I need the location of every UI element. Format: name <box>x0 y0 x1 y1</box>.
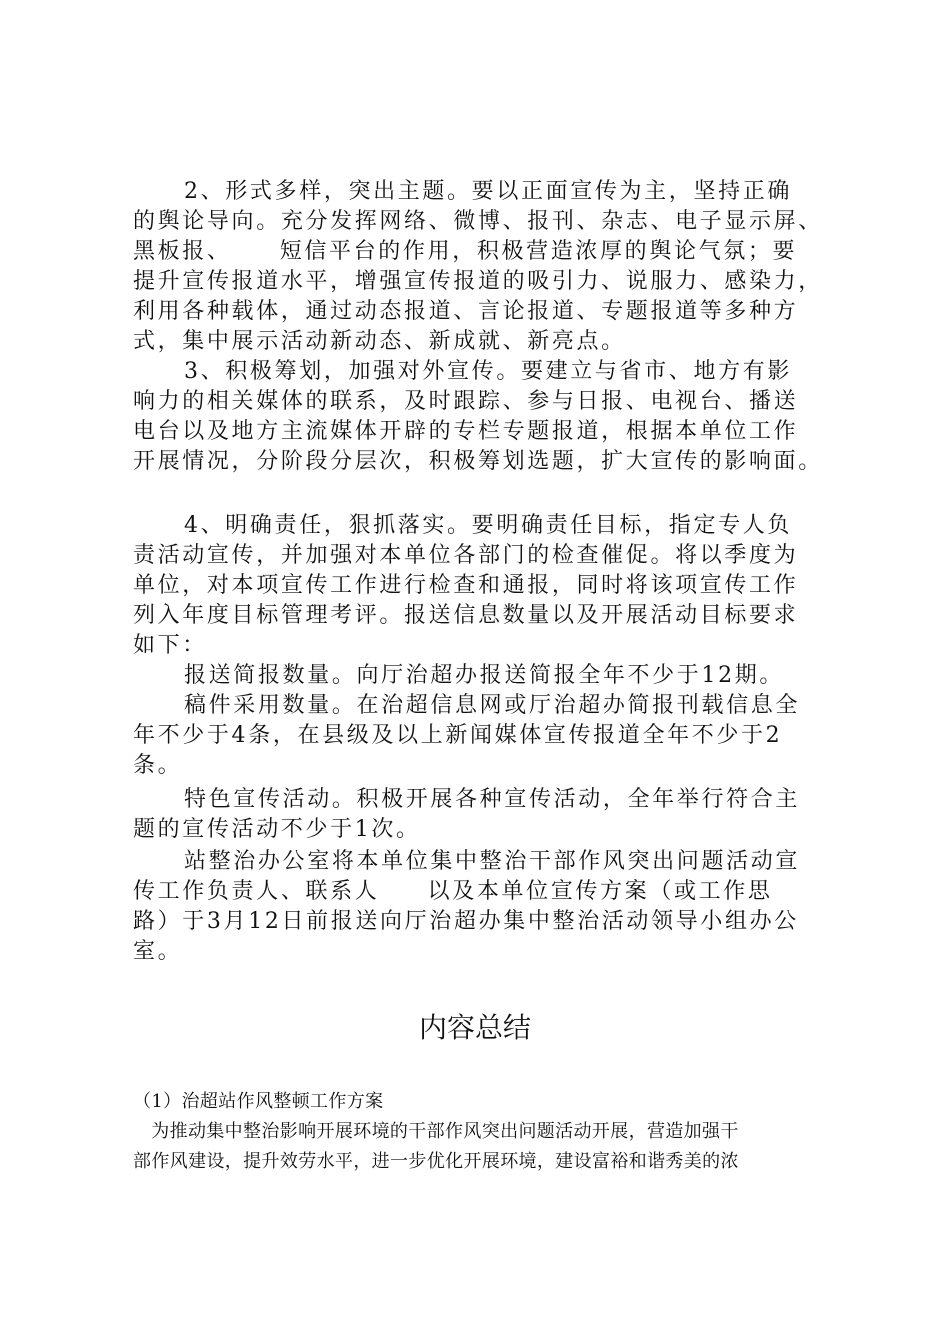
submission-line-2: 传工作负责人、联系人 以及本单位宣传方案（或工作思 <box>133 879 773 904</box>
summary-title-line: （1）治超站作风整顿工作方案 <box>133 1091 384 1112</box>
paragraph-3-line-2: 响力的相关媒体的联系，及时跟踪、参与日报、电视台、播送 <box>133 389 799 414</box>
paragraph-4-line-4: 列入年度目标管理考评。报送信息数量以及开展活动目标要求 <box>133 603 799 628</box>
summary-heading: 内容总结 <box>418 1011 531 1044</box>
paragraph-2-line-4: 提升宣传报道水平，增强宣传报道的吸引力、说服力、感染力， <box>133 269 823 294</box>
paragraph-2-line-1: 2、形式多样，突出主题。要以正面宣传为主，坚持正确 <box>184 179 792 204</box>
special-activity-line-2: 题的宣传活动不少于1次。 <box>133 817 421 842</box>
paragraph-4-line-3: 单位，对本项宣传工作进行检查和通报，同时将该项宣传工作 <box>133 573 799 598</box>
paragraph-4-line-2: 责活动宣传，并加强对本单位各部门的检查催促。将以季度为 <box>133 543 799 568</box>
submission-line-3: 路）于3月12日前报送向厅治超办集中整治活动领导小组办公 <box>133 909 799 934</box>
paragraph-2-line-6: 式，集中展示活动新动态、新成就、新亮点。 <box>133 329 626 354</box>
paragraph-2-line-3: 黑板报、 短信平台的作用，积极营造浓厚的舆论气氛；要 <box>133 239 798 264</box>
manuscript-line-2: 年不少于4条，在县级及以上新闻媒体宣传报道全年不少于2 <box>133 723 783 748</box>
paragraph-4-line-1: 4、明确责任，狠抓落实。要明确责任目标，指定专人负 <box>184 513 792 538</box>
special-activity-line-1: 特色宣传活动。积极开展各种宣传活动，全年举行符合主 <box>184 787 801 812</box>
summary-body-line-2: 部作风建设，提升效劳水平，进一步优化开展环境，建设富裕和谐秀美的浓 <box>133 1151 739 1172</box>
summary-body-line-1: 为推动集中整治影响开展环境的干部作风突出问题活动开展，营造加强干 <box>133 1121 739 1142</box>
submission-line-4: 室。 <box>133 939 183 964</box>
paragraph-3-line-4: 开展情况，分阶段分层次，积极筹划选题，扩大宣传的影响面。 <box>133 449 823 474</box>
paragraph-3-line-3: 电台以及地方主流媒体开辟的专栏专题报道，根据本单位工作 <box>133 419 799 444</box>
paragraph-3-line-1: 3、积极筹划，加强对外宣传。要建立与省市、地方有影 <box>184 359 792 384</box>
manuscript-line-3: 条。 <box>133 753 183 778</box>
manuscript-line-1: 稿件采用数量。在治超信息网或厅治超办简报刊载信息全 <box>184 693 801 718</box>
paragraph-4-line-5: 如下： <box>133 633 207 658</box>
paragraph-2-line-5: 利用各种载体，通过动态报道、言论报道、专题报道等多种方 <box>133 299 799 324</box>
briefing-count-line: 报送简报数量。向厅治超办报送简报全年不少于12期。 <box>184 663 784 688</box>
submission-line-1: 站整治办公室将本单位集中整治干部作风突出问题活动宣 <box>184 849 801 874</box>
paragraph-2-line-2: 的舆论导向。充分发挥网络、微博、报刊、杂志、电子显示屏、 <box>133 209 823 234</box>
